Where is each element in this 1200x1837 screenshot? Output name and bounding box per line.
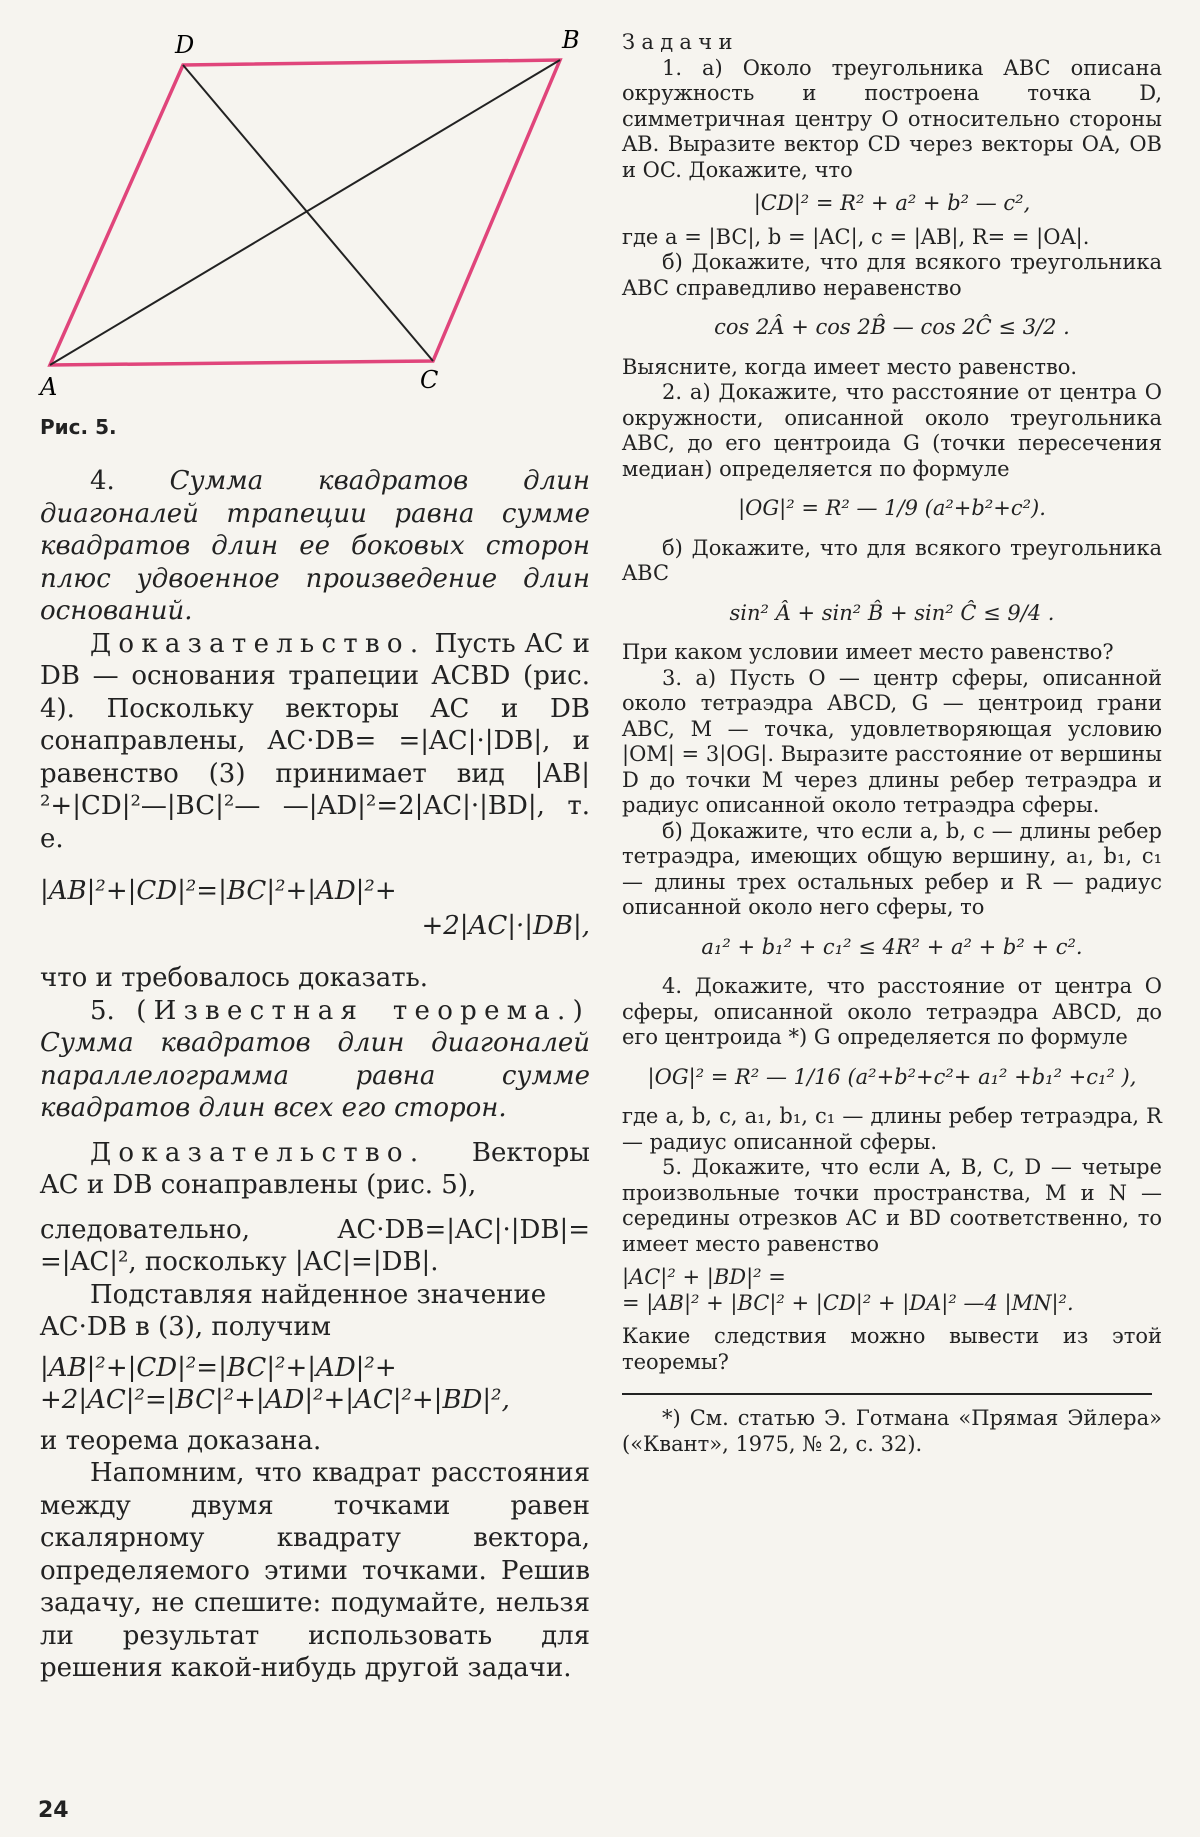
theorem-5-formula-1: |AB|²+|CD|²=|BC|²+|AD|²+ <box>40 1352 397 1383</box>
problem-3b: б) Докажите, что если a, b, c — длины ребер тетраэдра, имеющих общую вершину, a₁, b₁, c₁ — длины трех остальных ребер и R — радиус описанной около него сферы, то <box>622 818 1162 919</box>
problem-1b-question: Выясните, когда имеет место равенство. <box>622 354 1078 379</box>
problem-3a: 3. а) Пусть O — центр сферы, описанной около тетраэдра ABCD, G — центроид грани ABC, M — точка, удовлетворяющая условию |OM| = 3|OG|. Выразите расстояние от вершины D до точки M через длины ребер тетраэдра и радиус описанной около тетраэдра сферы. <box>622 665 1162 817</box>
problem-2b-question: При каком условии имеет место равенство? <box>622 640 1114 664</box>
vertex-label-D: D <box>175 31 195 59</box>
right-column <box>622 30 1162 1457</box>
diagonal-AB <box>50 60 560 365</box>
theorem-4-proof-text: Пусть AC и DB — основания трапеции ACBD (рис. 4). Поскольку векторы <box>40 628 590 724</box>
problem-3b-formula: a₁² + b₁² + c₁² ≤ 4R² + a² + b² + c². <box>701 934 1083 959</box>
theorem-5-line3: Подставляя найденное значение <box>90 1279 547 1310</box>
problem-2b-formula: sin² Â + sin² B̂ + sin² Ĉ ≤ 9/4 . <box>729 600 1055 625</box>
problem-1b: б) Докажите, что для всякого треугольника ABC справедливо неравенство <box>622 250 1162 300</box>
problem-2a-formula: |OG|² = R² — 1/9 (a²+b²+c²). <box>738 496 1046 520</box>
theorem-4-formula-1: |AB|²+|CD|²=|BC|²+|AD|²+ <box>40 876 397 906</box>
footnote: *) См. статью Э. Готмана «Прямая Эйлера» («Квант», 1975, № 2, с. 32). <box>622 1406 1162 1456</box>
theorem-5-proof <box>40 1137 590 1202</box>
proof-label: Доказательство. <box>90 628 426 659</box>
theorem-4-proof-vectors: AC и DB сонаправлены, AC·DB= =|AC|·|DB|, и равенство (3) принимает вид |AB|²+|CD|²—|BC|²— —|AD|²=2|AC|·|BD|, т. е. <box>40 693 590 854</box>
theorem-5-statement: Сумма квадратов длин диагоналей параллелограмма равна сумме квадратов длин всех его сторон. <box>40 1028 590 1123</box>
problem-1a: 1. а) Около треугольника ABC описана окружность и построена точка D, симметричная центру O относительно стороны AB. Выразите вектор CD через векторы OA, OB и OC. Докажите, что <box>622 55 1162 182</box>
theorem-5-known: (Известная теорема.) <box>136 995 591 1026</box>
theorem-4 <box>40 465 590 628</box>
problem-4-where: где a, b, c, a₁, b₁, c₁ — длины ребер тетраэдра, R — радиус описанной сферы. <box>622 1104 1162 1154</box>
remark: Напомним, что квадрат расстояния между двумя точками равен скалярному квадрату вектора, определяемого этими точками. Решив задачу, не спешите: подумайте, нельзя ли результат использовать для решения какой-нибудь другой задачи. <box>40 1458 590 1683</box>
problem-1a-formula: |CD|² = R² + a² + b² — c², <box>753 191 1031 215</box>
theorem-4-formula-2: +2|AC|·|DB|, <box>421 910 590 941</box>
theorem-4-number: 4. <box>90 466 115 496</box>
vertex-label-B: B <box>562 26 580 54</box>
theorem-5-line4: AC·DB в (3), получим <box>40 1312 331 1342</box>
problem-2a: 2. а) Докажите, что расстояние от центра O окружности, описанной около треугольника ABC, до его центроида G (точки пересечения медиан) определяется по формуле <box>622 380 1162 481</box>
problem-5-formula-2: = |AB|² + |BC|² + |CD|² + |DA|² —4 |MN|². <box>622 1290 1074 1315</box>
theorem-5-proof-text: Векторы AC и DB сонаправлены (рис. 5), <box>40 1137 590 1200</box>
problem-1b-formula: cos 2Â + cos 2B̂ — cos 2Ĉ ≤ 3/2 . <box>714 315 1070 339</box>
footnote-rule <box>622 1393 1152 1395</box>
figure-parallelogram <box>30 25 600 405</box>
left-column <box>40 465 590 1685</box>
vertex-label-C: C <box>420 366 439 394</box>
theorem-5-formula-2: +2|AC|²=|BC|²+|AD|²+|AC|²+|BD|², <box>40 1385 510 1415</box>
theorem-5-line2: следовательно, AC·DB=|AC|·|DB|= =|AC|², поскольку |AC|=|DB|. <box>40 1214 590 1277</box>
problem-5: 5. Докажите, что если A, B, C, D — четыре произвольные точки пространства, M и N — середины отрезков AC и BD соответственно, то имеет место равенство <box>622 1155 1162 1256</box>
problem-5-formula-1: |AC|² + |BD|² = <box>622 1265 786 1289</box>
theorem-4-statement: Сумма квадратов длин диагоналей трапеции равна сумме квадратов длин ее боковых сторон плюс удвоенное произведение длин оснований. <box>40 466 591 626</box>
problem-4-formula: |OG|² = R² — 1/16 (a²+b²+c²+ a₁² +b₁² +c₁² ), <box>647 1064 1137 1089</box>
figure-caption: Рис. 5. <box>40 415 117 439</box>
proof-label-2: Доказательство. <box>90 1137 426 1168</box>
problem-1a-where: где a = |BC|, b = |AC|, c = |AB|, R= = |OA|. <box>622 224 1090 249</box>
problem-4: 4. Докажите, что расстояние от центра O сферы, описанной около тетраэдра ABCD, до его центроида *) G определяется по формуле <box>622 974 1162 1049</box>
theorem-5-number: 5. <box>90 995 115 1026</box>
theorem-5 <box>40 995 590 1125</box>
theorem-5-end: и теорема доказана. <box>40 1425 322 1456</box>
page-number: 24 <box>38 1798 69 1823</box>
theorem-4-end: что и требовалось доказать. <box>40 963 428 993</box>
vertex-label-A: A <box>40 373 58 401</box>
problem-2b: б) Докажите, что для всякого треугольника ABC <box>622 535 1162 585</box>
problem-5-question: Какие следствия можно вывести из этой теоремы? <box>622 1324 1162 1374</box>
problems-heading: Задачи <box>622 30 739 54</box>
diagonal-DC <box>183 65 433 361</box>
theorem-4-proof <box>40 628 590 856</box>
